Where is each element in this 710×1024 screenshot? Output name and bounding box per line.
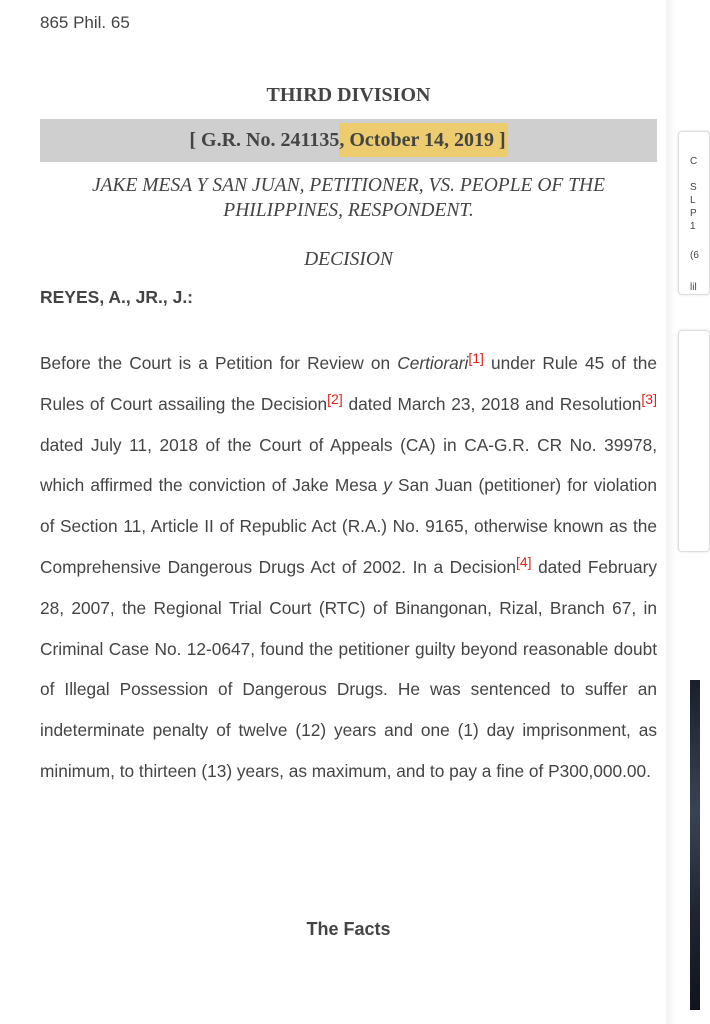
side-panel-card[interactable] xyxy=(678,330,710,552)
footnote-1-link[interactable]: [1] xyxy=(468,350,484,366)
side-panel-text: 1 xyxy=(690,221,696,232)
side-thumbnail-image[interactable] xyxy=(690,680,700,1010)
phil-citation: 865 Phil. 65 xyxy=(40,13,130,32)
paragraph-text: under Rule 45 of the Rules of Court assailing the Decision xyxy=(40,353,657,414)
footnote-4-link[interactable]: [4] xyxy=(515,553,532,570)
gr-number-bar xyxy=(40,119,657,162)
side-panel-text: P xyxy=(690,208,697,219)
panel-shadow xyxy=(666,0,676,1024)
paragraph-text: dated July 11, 2018 of the Court of Appeals (CA) in CA-G.R. CR No. 39978, which affirmed the conviction of Jake Mesa xyxy=(40,434,657,496)
paragraph-text: dated February 28, 2007, the Regional Trial Court (RTC) of Binangonan, Rizal, Branch 67, in Criminal Case No. 12-0647, found the petitioner guilty beyond reasonable doubt of Illegal Possession of Dangerous Drugs. He was sentenced to suffer an indeterminate penalty of twelve (12) years and one (1) day imprisonment, as minimum, to thirteen (13) years, as maximum, and to pay a fine of P300,000.00. xyxy=(40,556,658,781)
case-caption: JAKE MESA Y SAN JUAN, PETITIONER, VS. PEOPLE OF THE PHILIPPINES, RESPONDENT. xyxy=(91,175,606,221)
side-panel-text: lil xyxy=(690,282,697,293)
ponente: REYES, A., JR., J.: xyxy=(40,287,194,307)
paragraph-italic-text: Certiorari xyxy=(397,353,469,373)
gr-number: [ G.R. No. 241135 xyxy=(189,129,340,151)
side-panel-text: S xyxy=(690,182,697,193)
highlighted-date[interactable]: , October 14, 2019 ] xyxy=(339,123,507,157)
division-heading: THIRD DIVISION xyxy=(266,84,431,106)
paragraph-italic-text: y xyxy=(383,475,392,496)
paragraph-text: Before the Court is a Petition for Review on xyxy=(40,353,398,373)
paragraph-text: dated March 23, 2018 and Resolution xyxy=(342,393,642,414)
opening-paragraph xyxy=(40,343,657,792)
decision-heading: DECISION xyxy=(304,249,393,270)
side-panel-text: C xyxy=(690,156,698,167)
paragraph-text: San Juan (petitioner) for violation of Section 11, Article II of Republic Act (R.A.) No. 9165, otherwise known as the Comprehensive Dangerous Drugs Act of 2002. In a Decision xyxy=(40,475,657,577)
side-panel-text: (6 xyxy=(690,250,699,261)
footnote-3-link[interactable]: [3] xyxy=(641,390,657,407)
side-panel-card[interactable] xyxy=(678,131,710,295)
side-panel-text: L xyxy=(690,195,696,206)
footnote-2-link[interactable]: [2] xyxy=(327,390,343,407)
facts-heading: The Facts xyxy=(306,919,391,939)
